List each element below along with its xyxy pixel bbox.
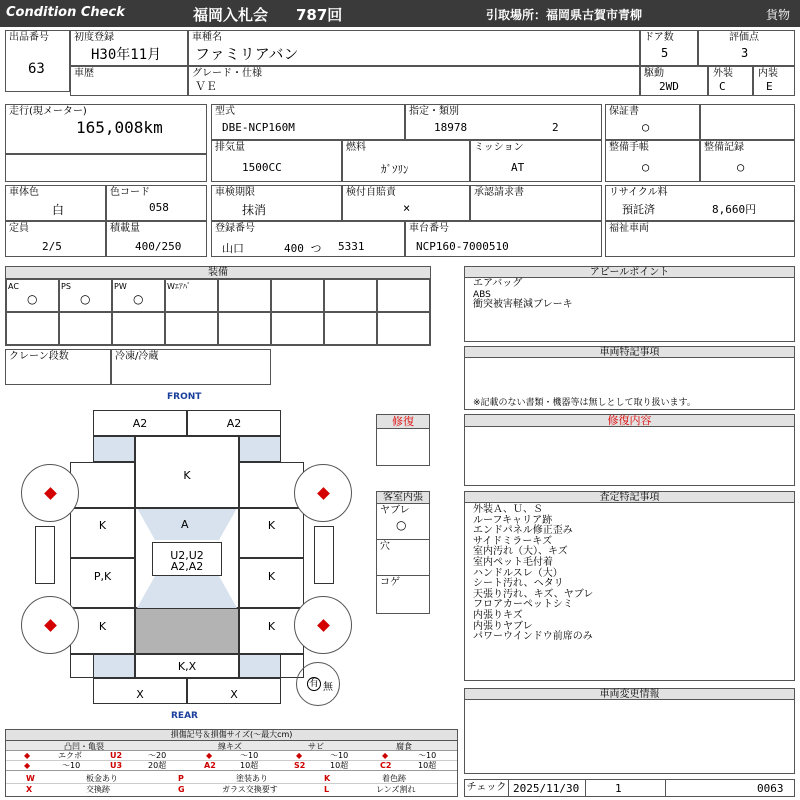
insurance-cell xyxy=(342,185,470,221)
appeal-title: アピールポイント xyxy=(465,267,794,278)
model-code: DBE-NCP160M xyxy=(222,121,295,134)
interior-cell xyxy=(753,66,795,96)
model-label: 型式 xyxy=(215,106,235,117)
displacement-cell xyxy=(211,140,342,182)
car-name: ファミリアバン xyxy=(195,45,299,63)
equip-ps xyxy=(59,279,112,312)
exterior-label: 外装 xyxy=(713,68,733,79)
equip-ac-value: ○ xyxy=(27,292,38,306)
legend-s1-size: ～10 xyxy=(330,751,349,760)
legend-row-2 xyxy=(6,761,457,771)
load-label: 積載量 xyxy=(110,223,140,234)
lot-number-cell xyxy=(5,30,70,92)
maintenance-record-label: 整備記録 xyxy=(704,142,744,153)
check-code: 0063 xyxy=(757,782,784,795)
class-number: 2 xyxy=(552,121,559,134)
equip-blank-14 xyxy=(271,312,324,345)
wheel-front-left-icon[interactable] xyxy=(21,464,79,522)
cabin-tear-label: ヤブレ xyxy=(380,505,410,516)
capacity-cell xyxy=(5,221,106,257)
first-registration-cell xyxy=(70,30,188,66)
cabin-box xyxy=(376,491,430,614)
inspection-label: 車検期限 xyxy=(215,187,255,198)
note-line-8: シート汚れ、ヘタリ xyxy=(473,578,564,590)
panel-windshield: A xyxy=(181,518,189,531)
body-color: 白 xyxy=(52,203,65,217)
warranty-cell xyxy=(605,104,700,140)
equip-blank-16 xyxy=(377,312,430,345)
fuel: ｶﾞｿﾘﾝ xyxy=(381,163,409,176)
cabin-tear: ○ xyxy=(396,518,407,532)
panel-front-bumper-right[interactable]: A2 xyxy=(187,410,281,436)
equip-pw-value: ○ xyxy=(133,292,144,306)
legend-w-text: 板金あり xyxy=(86,774,118,783)
lot-number-label: 出品番号 xyxy=(9,32,49,43)
inspection-notes-panel xyxy=(464,491,795,681)
capacity: 2/5 xyxy=(42,240,62,253)
legend-p: P xyxy=(178,774,184,783)
equip-blank-5 xyxy=(218,279,271,312)
equip-blank-13 xyxy=(218,312,271,345)
legend-header xyxy=(6,741,457,751)
interior-label: 内装 xyxy=(758,68,778,79)
special-title: 車両特記事項 xyxy=(465,347,794,358)
panel-left-front-door[interactable]: P,K xyxy=(70,558,135,608)
legend-a2-size: 10超 xyxy=(240,761,259,770)
equip-w-airbag xyxy=(165,279,218,312)
appeal-line-2: ABS xyxy=(473,290,491,300)
panel-rear-bumper-left[interactable]: X xyxy=(93,678,187,704)
manual-cell xyxy=(605,140,700,182)
legend-g-text: ガラス交換要す xyxy=(222,785,278,794)
cabin-tear-cell xyxy=(377,504,429,540)
cabin-hole-label: 穴 xyxy=(380,541,390,552)
doors-label: ドア数 xyxy=(644,32,674,43)
drive-label: 駆動 xyxy=(644,68,664,79)
legend-row-1 xyxy=(6,751,457,761)
panel-headlight-left[interactable] xyxy=(93,436,135,462)
mileage: 165,008km xyxy=(76,118,163,137)
note-line-13: パワーウインドウ前席のみ xyxy=(473,631,593,643)
repair-box xyxy=(376,414,430,466)
history-label: 車歴 xyxy=(74,68,94,79)
equip-blank-9 xyxy=(6,312,59,345)
first-registration: H30年11月 xyxy=(91,47,162,63)
equip-ac-label: AC xyxy=(8,282,19,291)
welfare-label: 福祉車両 xyxy=(609,223,649,234)
rear-label: REAR xyxy=(171,711,198,721)
note-line-7: ハンドルスレ（大） xyxy=(473,567,563,579)
welfare-cell xyxy=(605,221,795,257)
car-name-label: 車種名 xyxy=(192,32,222,43)
equip-blank-12 xyxy=(165,312,218,345)
note-line-5: 室内汚れ（大）、キズ xyxy=(473,546,568,558)
equip-ps-value: ○ xyxy=(80,292,91,306)
fridge-label: 冷凍/冷蔵 xyxy=(115,351,159,362)
check-divider-2 xyxy=(665,780,666,796)
drive: 2WD xyxy=(659,80,679,93)
mirror-left[interactable] xyxy=(35,526,55,584)
wheel-front-right-icon[interactable] xyxy=(294,464,352,522)
inspection-expiry: 抹消 xyxy=(242,203,267,217)
color-code-label: 色コード xyxy=(110,187,150,198)
warranty-blank xyxy=(700,104,795,140)
note-line-12: 内張りヤブレ xyxy=(473,620,533,632)
maintenance-manual: ○ xyxy=(642,160,650,174)
legend-w: W xyxy=(26,774,35,783)
legend-k: K xyxy=(324,774,331,783)
drive-cell xyxy=(640,66,708,96)
damage-legend xyxy=(5,729,458,797)
displacement: 1500CC xyxy=(242,161,282,174)
panel-right-fender[interactable]: K xyxy=(239,508,304,558)
first-registration-label: 初度登録 xyxy=(74,32,114,43)
legend-c2: C2 xyxy=(380,761,392,770)
equip-blank-10 xyxy=(59,312,112,345)
plate-class: 400 つ xyxy=(284,242,322,255)
designation-cell xyxy=(405,104,602,140)
score: 3 xyxy=(741,46,749,60)
grade-label: グレード・仕様 xyxy=(192,68,262,79)
fuel-label: 燃料 xyxy=(346,142,366,153)
spare-tire-icon xyxy=(296,662,340,706)
legend-diamond-2-icon: ◆ xyxy=(206,751,213,760)
legend-x-text: 交換跡 xyxy=(86,785,110,794)
plate-label: 登録番号 xyxy=(215,223,255,234)
note-line-6: 室内ペット毛付着 xyxy=(473,557,553,568)
pickup-location: 引取場所：福岡県古賀市青柳 xyxy=(486,8,643,22)
cabin-title: 客室内張 xyxy=(377,492,429,504)
mileage-label: 走行(現メーター) xyxy=(9,106,87,117)
lot-number: 63 xyxy=(28,61,45,77)
legend-corrosion: 腐食 xyxy=(396,742,412,751)
color-code: 058 xyxy=(149,201,169,214)
legend-diamond-4-icon: ◆ xyxy=(382,751,389,760)
mileage-cell xyxy=(5,104,207,154)
recycle-cell xyxy=(605,185,795,221)
note-line-1: 外装Ａ、Ｕ、Ｓ xyxy=(473,504,543,515)
load-cell xyxy=(106,221,207,257)
equip-blank-7 xyxy=(324,279,377,312)
legend-dent-small: エクボ xyxy=(58,751,82,760)
check-divider-1 xyxy=(585,780,586,796)
legend-k-text: 着色跡 xyxy=(382,774,406,783)
score-label: 評価点 xyxy=(729,32,759,43)
plate-area: 山口 xyxy=(222,242,244,255)
fridge-cell xyxy=(111,349,271,385)
panel-headlight-right[interactable] xyxy=(239,436,281,462)
wheel-rear-left-icon[interactable] xyxy=(21,596,79,654)
exterior-cell xyxy=(708,66,753,96)
legend-c1-size: ～10 xyxy=(418,751,437,760)
condition-check-title: Condition Check xyxy=(6,5,125,20)
equipment-panel xyxy=(5,266,431,346)
equip-blank-11 xyxy=(112,312,165,345)
history-cell xyxy=(70,66,188,96)
header-bar xyxy=(0,0,800,27)
check-footer xyxy=(464,779,795,797)
check-number: 1 xyxy=(615,782,622,795)
equip-ac xyxy=(6,279,59,312)
panel-left-fender[interactable]: K xyxy=(70,508,135,558)
equip-w-airbag-label: Wｴｱﾊﾞ xyxy=(167,282,191,291)
legend-a2: A2 xyxy=(204,761,216,770)
legend-diamond-1-icon: ◆ xyxy=(24,751,31,760)
panel-rear-cargo[interactable] xyxy=(135,608,239,654)
inspection-notes-title: 査定特記事項 xyxy=(465,492,794,503)
panel-taillight-left[interactable] xyxy=(93,654,135,678)
special-note: ※記載のない書類・機器等は無しとして取り扱います。 xyxy=(473,398,696,408)
legend-u3-size: 20超 xyxy=(148,761,167,770)
vehicle-category: 貨物 xyxy=(766,8,791,22)
repair-title: 修復 xyxy=(377,415,429,429)
panel-left-fender-top[interactable] xyxy=(70,462,135,508)
front-label: FRONT xyxy=(167,392,202,402)
appeal-line-3: 衝突被害軽減ブレーキ xyxy=(473,299,573,310)
note-line-3: エンドパネル修正歪み xyxy=(473,525,573,537)
load-capacity: 400/250 xyxy=(135,240,182,253)
body-color-label: 車体色 xyxy=(9,187,39,198)
car-name-cell xyxy=(188,30,640,66)
spare-tire-yes: 有 xyxy=(309,678,319,689)
recycle-status: 預託済 xyxy=(622,203,655,216)
cabin-hole-cell xyxy=(377,540,429,576)
panel-taillight-right[interactable] xyxy=(239,654,281,678)
doors: 5 xyxy=(661,46,669,60)
legend-l-text: レンズ割れ xyxy=(376,785,416,794)
legend-u2: U2 xyxy=(110,751,123,760)
warranty-label: 保証書 xyxy=(609,106,639,117)
equip-blank-15 xyxy=(324,312,377,345)
approval-label: 承認請求書 xyxy=(474,187,524,198)
legend-l: L xyxy=(324,785,330,794)
special-panel xyxy=(464,346,795,410)
spare-tire-none: 無 xyxy=(323,682,333,693)
color-code-cell xyxy=(106,185,207,221)
equip-pw-label: PW xyxy=(114,282,127,291)
legend-row-4 xyxy=(6,785,457,795)
cabin-burn-cell xyxy=(377,576,429,612)
appeal-line-1: エアバッグ xyxy=(473,278,523,289)
fuel-cell xyxy=(342,140,470,182)
legend-scratch: 線キズ xyxy=(218,742,242,751)
chassis-cell xyxy=(405,221,602,257)
equip-blank-8 xyxy=(377,279,430,312)
plate-number: 5331 xyxy=(338,240,365,253)
legend-c2-size: 10超 xyxy=(418,761,437,770)
designation-label: 指定・類別 xyxy=(409,106,459,117)
legend-p-text: 塗装あり xyxy=(236,774,268,783)
legend-s2: S2 xyxy=(294,761,306,770)
legend-x: X xyxy=(26,785,33,794)
insurance: × xyxy=(403,201,411,215)
crane-label: クレーン段数 xyxy=(9,351,69,362)
note-line-2: ルーフキャリア跡 xyxy=(473,514,553,526)
interior-grade: E xyxy=(766,80,773,93)
repair-detail-panel xyxy=(464,414,795,486)
equip-blank-6 xyxy=(271,279,324,312)
note-line-4: サイドミラーキズ xyxy=(473,535,553,547)
capacity-label: 定員 xyxy=(9,223,29,234)
check-date: 2025/11/30 xyxy=(513,782,580,795)
note-line-11: 内張りキズ xyxy=(473,610,523,621)
model-cell xyxy=(211,104,405,140)
maintenance-manual-label: 整備手帳 xyxy=(609,142,649,153)
equip-ps-label: PS xyxy=(61,282,71,291)
panel-rear-bumper-right[interactable]: X xyxy=(187,678,281,704)
approval-cell xyxy=(470,185,602,221)
grade: ＶＥ xyxy=(195,80,217,93)
mirror-right[interactable] xyxy=(314,526,334,584)
record-cell xyxy=(700,140,795,182)
panel-roof[interactable]: U2,U2 A2,A2 xyxy=(152,542,222,576)
legend-u2-size: ～20 xyxy=(148,751,167,760)
legend-g: G xyxy=(178,785,185,794)
score-cell xyxy=(698,30,795,66)
mission-label: ミッション xyxy=(474,142,524,153)
legend-diamond-5-icon: ◆ xyxy=(24,761,31,770)
recycle-label: リサイクル料 xyxy=(609,187,668,198)
panel-left-rear-door[interactable]: K xyxy=(70,608,135,654)
legend-dent: 凸凹・亀裂 xyxy=(64,742,104,751)
mission: AT xyxy=(511,161,525,174)
mission-cell xyxy=(470,140,602,182)
check-label: チェック xyxy=(465,780,509,796)
maintenance-record: ○ xyxy=(737,160,745,174)
legend-diamond-3-icon: ◆ xyxy=(296,751,303,760)
equip-pw xyxy=(112,279,165,312)
panel-back-door[interactable]: K,X xyxy=(135,654,239,678)
crane-cell xyxy=(5,349,111,385)
panel-hood[interactable]: K xyxy=(135,436,239,508)
inspection-cell xyxy=(211,185,342,221)
grade-cell xyxy=(188,66,640,96)
warranty: ○ xyxy=(642,120,650,134)
panel-right-front-door[interactable]: K xyxy=(239,558,304,608)
change-title: 車両変更情報 xyxy=(465,689,794,700)
auction-name: 福岡入札会 xyxy=(193,6,269,24)
insurance-label: 検付自賠責 xyxy=(346,187,396,198)
legend-a1-size: ～10 xyxy=(240,751,259,760)
designation-number: 18978 xyxy=(434,121,468,134)
appeal-panel xyxy=(464,266,795,342)
recycle-fee: 8,660円 xyxy=(712,203,757,216)
note-line-9: 天張り汚れ、キズ、ヤブレ xyxy=(473,588,594,600)
exterior-grade: C xyxy=(719,80,726,93)
equipment-title: 装備 xyxy=(6,267,430,279)
legend-u3: U3 xyxy=(110,761,123,770)
panel-right-rear-door[interactable]: K xyxy=(239,608,304,654)
note-line-10: フロアカーペットシミ xyxy=(473,599,573,611)
legend-title: 損傷記号＆損傷サイズ(～最大cm) xyxy=(6,730,457,741)
panel-front-bumper-left[interactable]: A2 xyxy=(93,410,187,436)
change-panel xyxy=(464,688,795,774)
legend-u1-size: ～10 xyxy=(62,761,81,770)
wheel-rear-right-icon[interactable] xyxy=(294,596,352,654)
repair-detail-title: 修復内容 xyxy=(465,415,794,427)
legend-rust: サビ xyxy=(308,742,324,751)
mileage-blank xyxy=(5,154,207,182)
cabin-burn-label: コゲ xyxy=(380,577,400,588)
plate-cell xyxy=(211,221,405,257)
chassis-number: NCP160-7000510 xyxy=(416,240,509,253)
body-color-cell xyxy=(5,185,106,221)
legend-s2-size: 10超 xyxy=(330,761,349,770)
displacement-label: 排気量 xyxy=(215,142,245,153)
chassis-label: 車台番号 xyxy=(409,223,449,234)
legend-row-3 xyxy=(6,774,457,784)
doors-cell xyxy=(640,30,698,66)
auction-session: 787回 xyxy=(296,6,343,24)
